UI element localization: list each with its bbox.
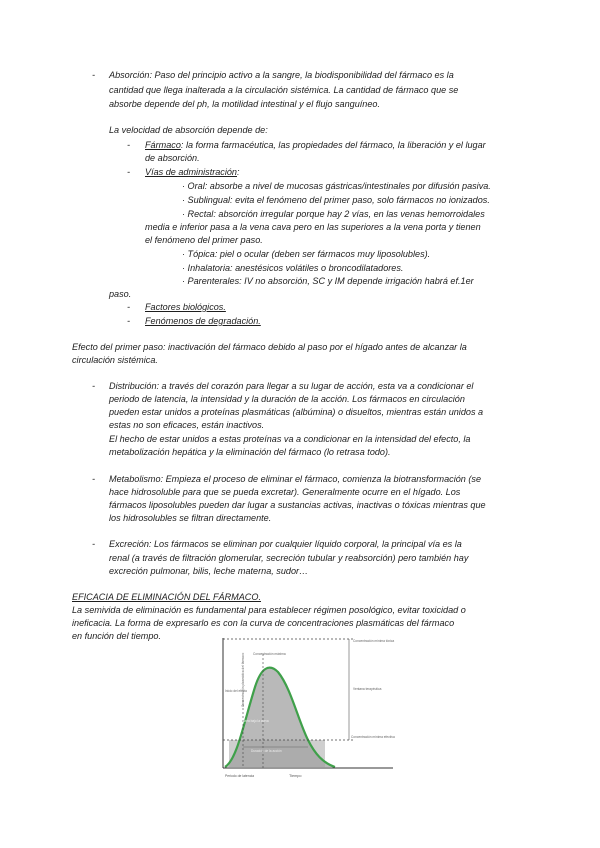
eficacia-line-2: ineficacia. La forma de expresarlo es con la curva de concentraciones plasmáticas del fármaco [72,618,455,628]
x-axis-label: Tiempo [289,774,302,778]
velocidad-intro: La velocidad de absorción depende de: [109,125,268,135]
bullet-dash: - [92,474,96,484]
eficacia-heading: EFICACIA DE ELIMINACIÓN DEL FÁRMACO. [72,592,261,602]
metabolismo-line-2: hace hidrosoluble para que se pueda excretar). Generalmente ocurre en el hígado. Los [109,487,461,497]
primer-paso-line-1: Efecto del primer paso: inactivación del fármaco debido al paso por el hígado antes de alcanzar la [72,342,467,352]
latency-label: Periodo de latencia [225,774,255,778]
via-parenterales-cont: paso. [109,289,132,299]
distribucion-line-6: metabolización hepática y la eliminación del fármaco (lo retrasa todo). [109,447,391,457]
distribucion-line-3: pueden estar unidos a proteínas plasmáticas (albúmina) o disueltos, mientras están unidos a [109,407,484,417]
area-label: Área bajo la curva [243,719,269,723]
toxic-label: Concentración mínima tóxica [353,639,395,643]
eficacia-line-3: en función del tiempo. [72,631,161,641]
metabolismo-line-1: Metabolismo: Empieza el proceso de eliminar el fármaco, comienza la biotransformación (se [109,474,481,484]
eficacia-line-1: La semivida de eliminación es fundamental para establecer régimen posológico, evitar toxicidad o [72,605,466,615]
distribucion-line-2: periodo de latencia, la intensidad y la duración de la acción. Los fármacos en circulación [109,394,465,404]
metabolismo-line-3: fármacos liposolubles pueden dar lugar a sustancias activas, inactivas o tóxicas mientras que [109,500,486,510]
excrecion-line-3: excreción pulmonar, bilis, leche materna, sudor… [109,566,309,576]
bullet-dash: - [92,381,96,391]
window-label: Ventana terapéutica [353,687,382,691]
onset-label: Inicio del efecto [225,689,248,693]
excrecion-line-1: Excreción: Los fármacos se eliminan por cualquier líquido corporal, la principal vía es la [109,539,462,549]
via-rectal-cont-2: el fenómeno del primer paso. [145,235,263,245]
duration-label: Duración de la acción [251,749,282,753]
primer-paso-line-2: circulación sistémica. [72,355,158,365]
metabolismo-line-4: los hidrosolubles se filtran directamente. [109,513,272,523]
via-rectal: · Rectal: absorción irregular porque hay 2 vías, en las venas hemorroidales [182,209,485,219]
bullet-dash: - [127,302,131,312]
distribucion-line-1: Distribución: a través del corazón para llegar a su lugar de acción, esta va a condicionar el [109,381,474,391]
via-inhalatoria: · Inhalatoria: anestésicos volátiles o broncodilatadores. [182,263,404,273]
via-rectal-cont-1: media e inferior pasa a la vena cava pero en las superiores a la vena porta y tienen [145,222,481,232]
bullet-dash: - [127,316,131,326]
absorcion-line-3: absorbe depende del ph, la motilidad intestinal y el flujo sanguíneo. [109,99,380,109]
concentration-curve-figure [203,630,403,780]
via-oral: · Oral: absorbe a nivel de mucosas gástricas/intestinales por difusión pasiva. [182,181,491,191]
farmaco-cont: de absorción. [145,153,200,163]
via-topica: · Tópica: piel o ocular (deben ser fármacos muy liposolubles). [182,249,431,259]
distribucion-line-5: El hecho de estar unidos a estas proteínas va a condicionar en la intensidad del efecto, la [109,434,471,444]
vias-line: Vías de administración: [145,167,240,177]
absorcion-line-2: cantidad que llega inalterada a la circulación sistémica. La cantidad de fármaco que se [109,85,459,95]
y-axis-label: Concentración plasmática del fármaco [241,652,245,707]
excrecion-line-2: renal (a través de filtración glomerular, secreción tubular y reabsorción) pero también hay [109,553,469,563]
bullet-dash: - [127,140,131,150]
farmaco-label: Fármaco [145,140,181,150]
factores-biologicos: Factores biológicos. [145,302,226,312]
via-parenterales: · Parenterales: IV no absorción, SC y IM depende irrigación habrá ef.1er [182,276,474,286]
absorcion-line-1: Absorción: Paso del principio activo a la sangre, la biodisponibilidad del fármaco es la [109,70,454,80]
max-label: Concentración máxima [253,652,286,656]
bullet-dash: - [92,539,96,549]
effective-label: Concentración mínima efectiva [351,735,395,739]
vias-label: Vías de administración [145,167,237,177]
bullet-dash: - [92,70,96,80]
fenomenos-degradacion: Fenómenos de degradación. [145,316,261,326]
bullet-dash: - [127,167,131,177]
farmaco-line [145,139,486,152]
distribucion-line-4: estas no son eficaces, están inactivos. [109,420,265,430]
via-sublingual: · Sublingual: evita el fenómeno del primer paso, solo fármacos no ionizados. [182,195,490,205]
farmaco-text: : la forma farmacéutica, las propiedades del fármaco, la liberación y el lugar [180,140,486,150]
